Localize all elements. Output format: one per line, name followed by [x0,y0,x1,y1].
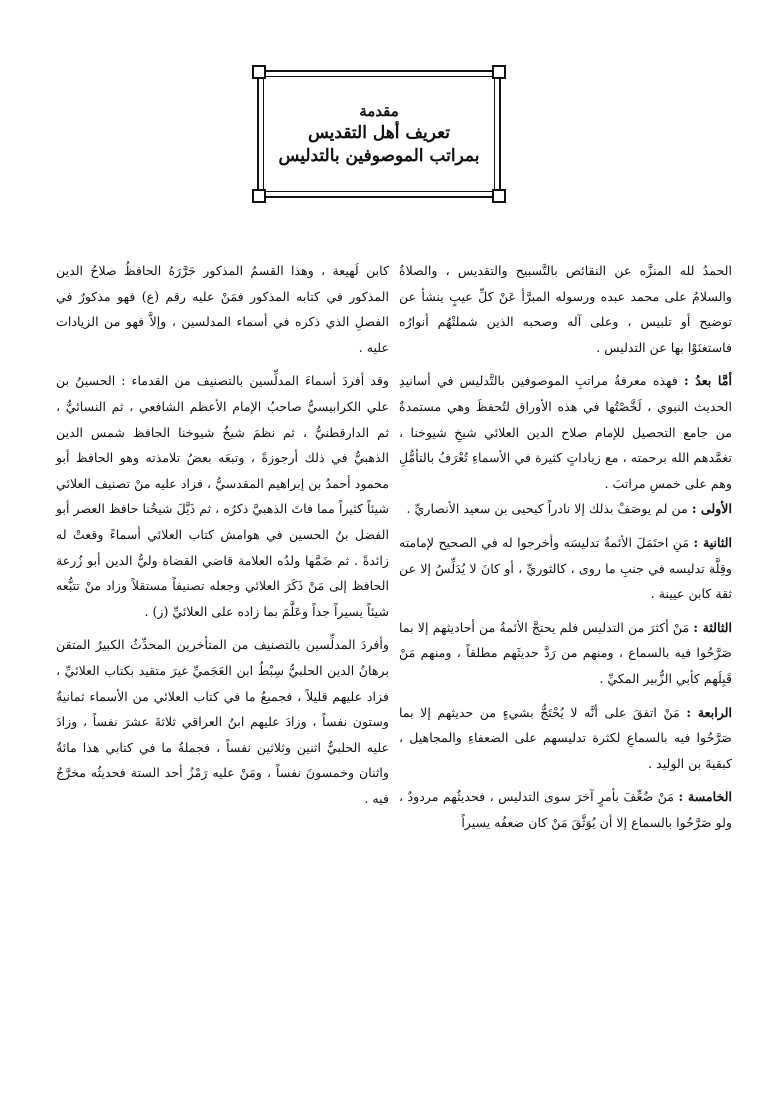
rank-first-lead: الأولى : [691,501,732,517]
page-subtitle: بمراتب الموصوفين بالتدليس [278,146,480,166]
rank-second-lead: الثانية : [693,534,732,550]
left-paragraph-2: وقد أفردَ أسماءَ المدلِّسين بالتصنيف من القدماء : الحسينُ بن علي الكرابيسيُّ صاحبُ الإمام الأعظم الشافعي ، ثم النسائيُّ ، ثم الدارقطنيُّ ، ثم نظمَ شيخُ شيوخنا الحافظ شمس الدين الذهبيُّ في ذلك أرجوزةً ، وتبعَه بعضُ تلامذته وهو الحافظ أبو محمود أحمدُ بن إبراهيم المقدسيُّ ، فزاد عليه منْ تصنيف العلائي شيئاً كثيراً مما فاتَ الذهبيَّ ذكرُه ، ثم ذَيَّلَ شيخُنا حافظ العصر أبو الفضل بنُ الحسين في هوامش كتاب العلائي أسماءً وقعتْ له زائدةً . ثم ضَمَّها ولدُه العلامة قاضي القضاة وليُّ الدين أبو زُرعة الحافظ إلى مَنْ ذَكَرَ العلائي وجعله تصنيفاً مستقلاً وزاد منْ تتبُّعه شيئاً يسيراً جداً وعَلَّمَ بما زاده على العلائيِّ (ز) . [56,373,389,619]
rank-fifth-lead: الخامسة : [678,789,732,805]
right-column [399,258,732,835]
rank-first-text: من لم يوصَفْ بذلك إلا نادراً كيحيى بن سعيد الأنصاريِّ . [406,501,688,517]
section-heading: مقدمة [359,101,399,120]
rank-fifth [399,784,732,835]
page-title: تعريف أهل التقديس [308,122,451,143]
rank-fourth-lead: الرابعة : [686,704,732,720]
title-frame [257,70,501,198]
rank-first [399,496,732,522]
rank-third [399,615,732,692]
frame-corner-ornament [252,65,266,79]
rank-fourth [399,700,732,777]
rank-fifth-text: مَنْ ضُعِّفَ بأمرٍ آخرَ سوى التدليس ، فحديثُهم مردودٌ ، ولو صَرَّحُوا بالسماع إلا أن يُوَثَّقَ مَنْ كان ضعفُه يسيراً [399,789,732,830]
amma-paragraph [399,368,732,496]
frame-corner-ornament [492,189,506,203]
rank-third-text: مَنْ أكثرَ من التدليس فلم يحتجَّ الأئمةُ من أحاديثهم إلا بما صَرَّحُوا فيه بالسماع ، ومنهم من رَدَّ حديثَهم مطلقاً ، ومنهم مَنْ قَبِلَهم كأبي الزُّبير المكيِّ . [399,619,732,686]
left-paragraph-1: كابن لَهيعة ، وهذا القسمُ المذكور حَرَّرَهُ الحافظُ صلاحُ الدين المذكور في كتابه المذكور فمَنْ عليه رقم (ع) فهو مذكورٌ في الفصلِ الذي ذكره في أسماء المدلسين ، وإلاَّ فهو من الزيادات عليه . [56,263,389,355]
amma-lead: أمَّا بعدُ : [684,373,732,389]
rank-fourth-text: مَنْ اتفقَ على أنَّه لا يُحْتَجُّ بشيءٍ من حديثهم إلا بما صَرَّحُوا فيه بالسماعِ لكثرة تدليسهم على الضعفاءِ والمجاهيل ، كبقيةَ بن الوليد . [399,704,732,771]
rank-third-lead: الثالثة : [693,619,732,635]
rank-second-text: مَنِ احتَمَلَ الأئمةُ تدليسَه وأخرجوا له في الصحيح لإمامته وقِلَّة تدليسه في جنبِ ما روى ، كالثوريِّ ، أو كانَ لا يُدَلِّسُ إلا عن ثقة كابن عيينة . [399,534,732,602]
intro-paragraph: الحمدُ لله المنزَّه عن النقائص بالتَّسبيح والتقديس ، والصلاةُ والسلامُ على محمد عبده ورسوله المبرَّأ عَنْ كلِّ عيبٍ ينشأ عن توضيح أو تلبيس ، وعلى آله وصحبه الذين شملتْهُم أنوارُه فاستغنَوْا بها عن التدليس . [399,263,732,355]
left-column [56,258,389,811]
frame-corner-ornament [492,65,506,79]
rank-second [399,530,732,607]
title-block [263,76,495,192]
amma-text: فهذه معرفةُ مراتبِ الموصوفين بالتَّدليس في أسانيدِ الحديث النبوي ، لَخَّصْتُها في هذه الأوراق لتُحفظَ وهي مستمدةٌ من جامع التحصيل للإمام صلاح الدين العلائي شيخِ شيوخنا ، تغمَّدهم الله برحمته ، مع زياداتٍ كثيرة في الأسماءِ تُعْرَفُ بالتأمُّلِ وهم على خمسِ مراتبَ . [399,373,732,491]
left-paragraph-3: وأفردَ المدلِّسين بالتصنيف من المتأخرين المحدِّثُ الكبيرُ المتقن برهانُ الدين الحلبيُّ سِبْطُ ابن العَجَميِّ غيرَ متقيد بكتاب العلائيِّ ، فزاد عليهم قليلاً ، فجميعُ ما في كتاب العلائي من الأسماء ثمانيةٌ وستون نفساً ، وزادَ عليهم ابنُ العراقي ثلاثةَ عشرَ نفساً ، وزادَ عليه الحلبيُّ اثنين وثلاثين نفساً ، فجملةُ ما في كتابي هذا مائةٌ واثنان وخمسونَ نفساً ، ومَنْ عليه رَمْزُ أحد الستة فحديثُه مخرَّجٌ فيه . [56,637,389,806]
frame-corner-ornament [252,189,266,203]
